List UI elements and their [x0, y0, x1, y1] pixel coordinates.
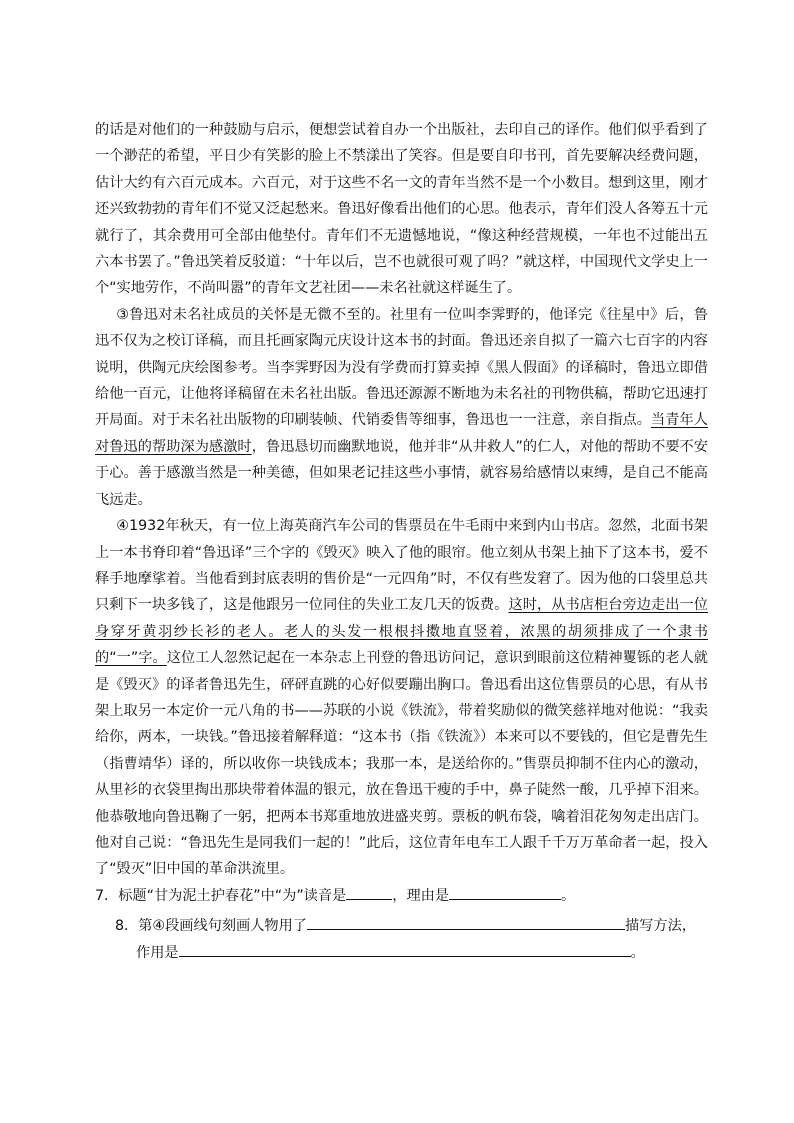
paragraph-4-underlined-sentence: 这时，从书店柜台旁边走出一位身穿牙黄羽纱长衫的老人。老人的头发一根根抖擞地直竖着，浓黑的胡须排成了一个隶书的“一”字。	[95, 597, 708, 667]
paragraph-3-text-end: ，鲁迅恳切而幽默地说，他并非“从井救人”的仁人，对他的帮助不要不安于心。善于感激当然是一种美德，但如果老记挂这些小事情，就容易给感情以束缚，是自己不能高飞远走。	[95, 438, 708, 508]
question-7-prompt: 7．标题“甘为泥土护春花”中“为”读音是	[95, 887, 347, 904]
answer-blank-reason[interactable]	[449, 885, 561, 900]
answer-blank-pronunciation[interactable]	[346, 885, 392, 900]
paragraph-4-text: ④1932年秋天，有一位上海英商汽车公司的售票员在牛毛雨中来到内山书店。忽然，北面书架上一本书脊印着“鲁迅译”三个字的《毁灭》映入了他的眼帘。他立刻从书架上抽下了这本书，爱不释手地摩挲着。当他看到封底表明的售价是“一元四角”时，不仅有些发窘了。因为他的口袋里总共只剩下一块多钱了，这是他跟另一位同住的失业工友几天的饭费。	[95, 518, 708, 614]
paragraph-4	[95, 513, 708, 883]
question-7-end: 。	[561, 887, 576, 904]
paragraph-3	[95, 302, 708, 513]
paragraph-3-text: ③鲁迅对未名社成员的关怀是无微不至的。社里有一位叫李霁野的，他译完《往星中》后，鲁迅不仅为之校订译稿，而且托画家陶元庆设计这本书的封面。鲁迅还亲自拟了一篇六七百字的内容说明，供陶元庆绘图参考。当李霁野因为没有学费而打算卖掉《黑人假面》的译稿时，鲁迅立即借给他一百元，让他将译稿留在未名社出版。鲁迅还源源不断地为未名社的刊物供稿，帮助它迅速打开局面。对于未名社出版物的印刷装帧、代销委售等细事，鲁迅也一一注意，亲自指点。	[95, 306, 708, 429]
answer-blank-method[interactable]	[307, 915, 625, 930]
paragraph-3-underlined-sentence: 当青年人对鲁迅的帮助深为感激时	[95, 412, 708, 455]
question-8-line-2	[115, 940, 708, 967]
question-8-effect-label: 作用是	[136, 945, 179, 962]
paragraph-4-text-end: 这位工人忽然记起在一本杂志上刊登的鲁迅访问记，意识到眼前这位精神矍铄的老人就是《毁灭》的译者鲁迅先生，砰砰直跳的心好似要蹦出胸口。鲁迅看出这位售票员的心思，有从书架上取另一本定价一元八角的书——苏联的小说《铁流》，带着奖励似的微笑慈祥地对他说：“我卖给你，两本，一块钱。”鲁迅接着解释道：“这本书（指《铁流》）本来可以不要钱的，但它是曹先生（指曹靖华）译的，所以收你一块钱成本；我那一本，是送给你的。”售票员抑制不住内心的激动，从里衫的衣袋里掏出那块带着体温的银元，放在鲁迅干瘦的手中，鼻子陡然一酸，几乎掉下泪来。他恭敬地向鲁迅鞠了一躬，把两本书郑重地放进盛夹剪。票板的帆布袋，噙着泪花匆匆走出店门。他对自己说：“鲁迅先生是同我们一起的！”此后，这位青年电车工人跟千千万万革命者一起，投入了“毁灭”旧中国的革命洪流里。	[95, 650, 708, 878]
question-7-reason-label: ，理由是	[392, 887, 450, 904]
answer-blank-effect[interactable]	[179, 942, 631, 957]
question-8-prompt: 8．第④段画线句刻画人物用了	[115, 918, 307, 935]
question-8-method-suffix: 描写方法，	[625, 918, 696, 935]
question-7	[95, 883, 708, 909]
paragraph-2-continued: 的话是对他们的一种鼓励与启示，便想尝试着自办一个出版社，去印自己的译作。他们似乎看到了一个渺茫的希望，平日少有笑影的脸上不禁漾出了笑容。但是要自印书刊，首先要解决经费问题，估计大约有六百元成本。六百元，对于这些不名一文的青年当然不是一个小数目。想到这里，刚才还兴致勃勃的青年们不觉又泛起愁来。鲁迅好像看出他们的心思。他表示，青年们没人各筹五十元就行了，其余费用可全部由他垫付。青年们不无遗憾地说，“像这种经营规模，一年也不过能出五六本书罢了。”鲁迅笑着反驳道：“十年以后，岂不也就很可观了吗？”就这样，中国现代文学史上一个“实地劳作，不尚叫嚣”的青年文艺社团——未名社就这样诞生了。	[95, 122, 708, 297]
question-8-line-1	[115, 913, 708, 940]
document-page	[95, 117, 708, 967]
question-8-end: 。	[630, 945, 645, 962]
question-8	[95, 913, 708, 967]
